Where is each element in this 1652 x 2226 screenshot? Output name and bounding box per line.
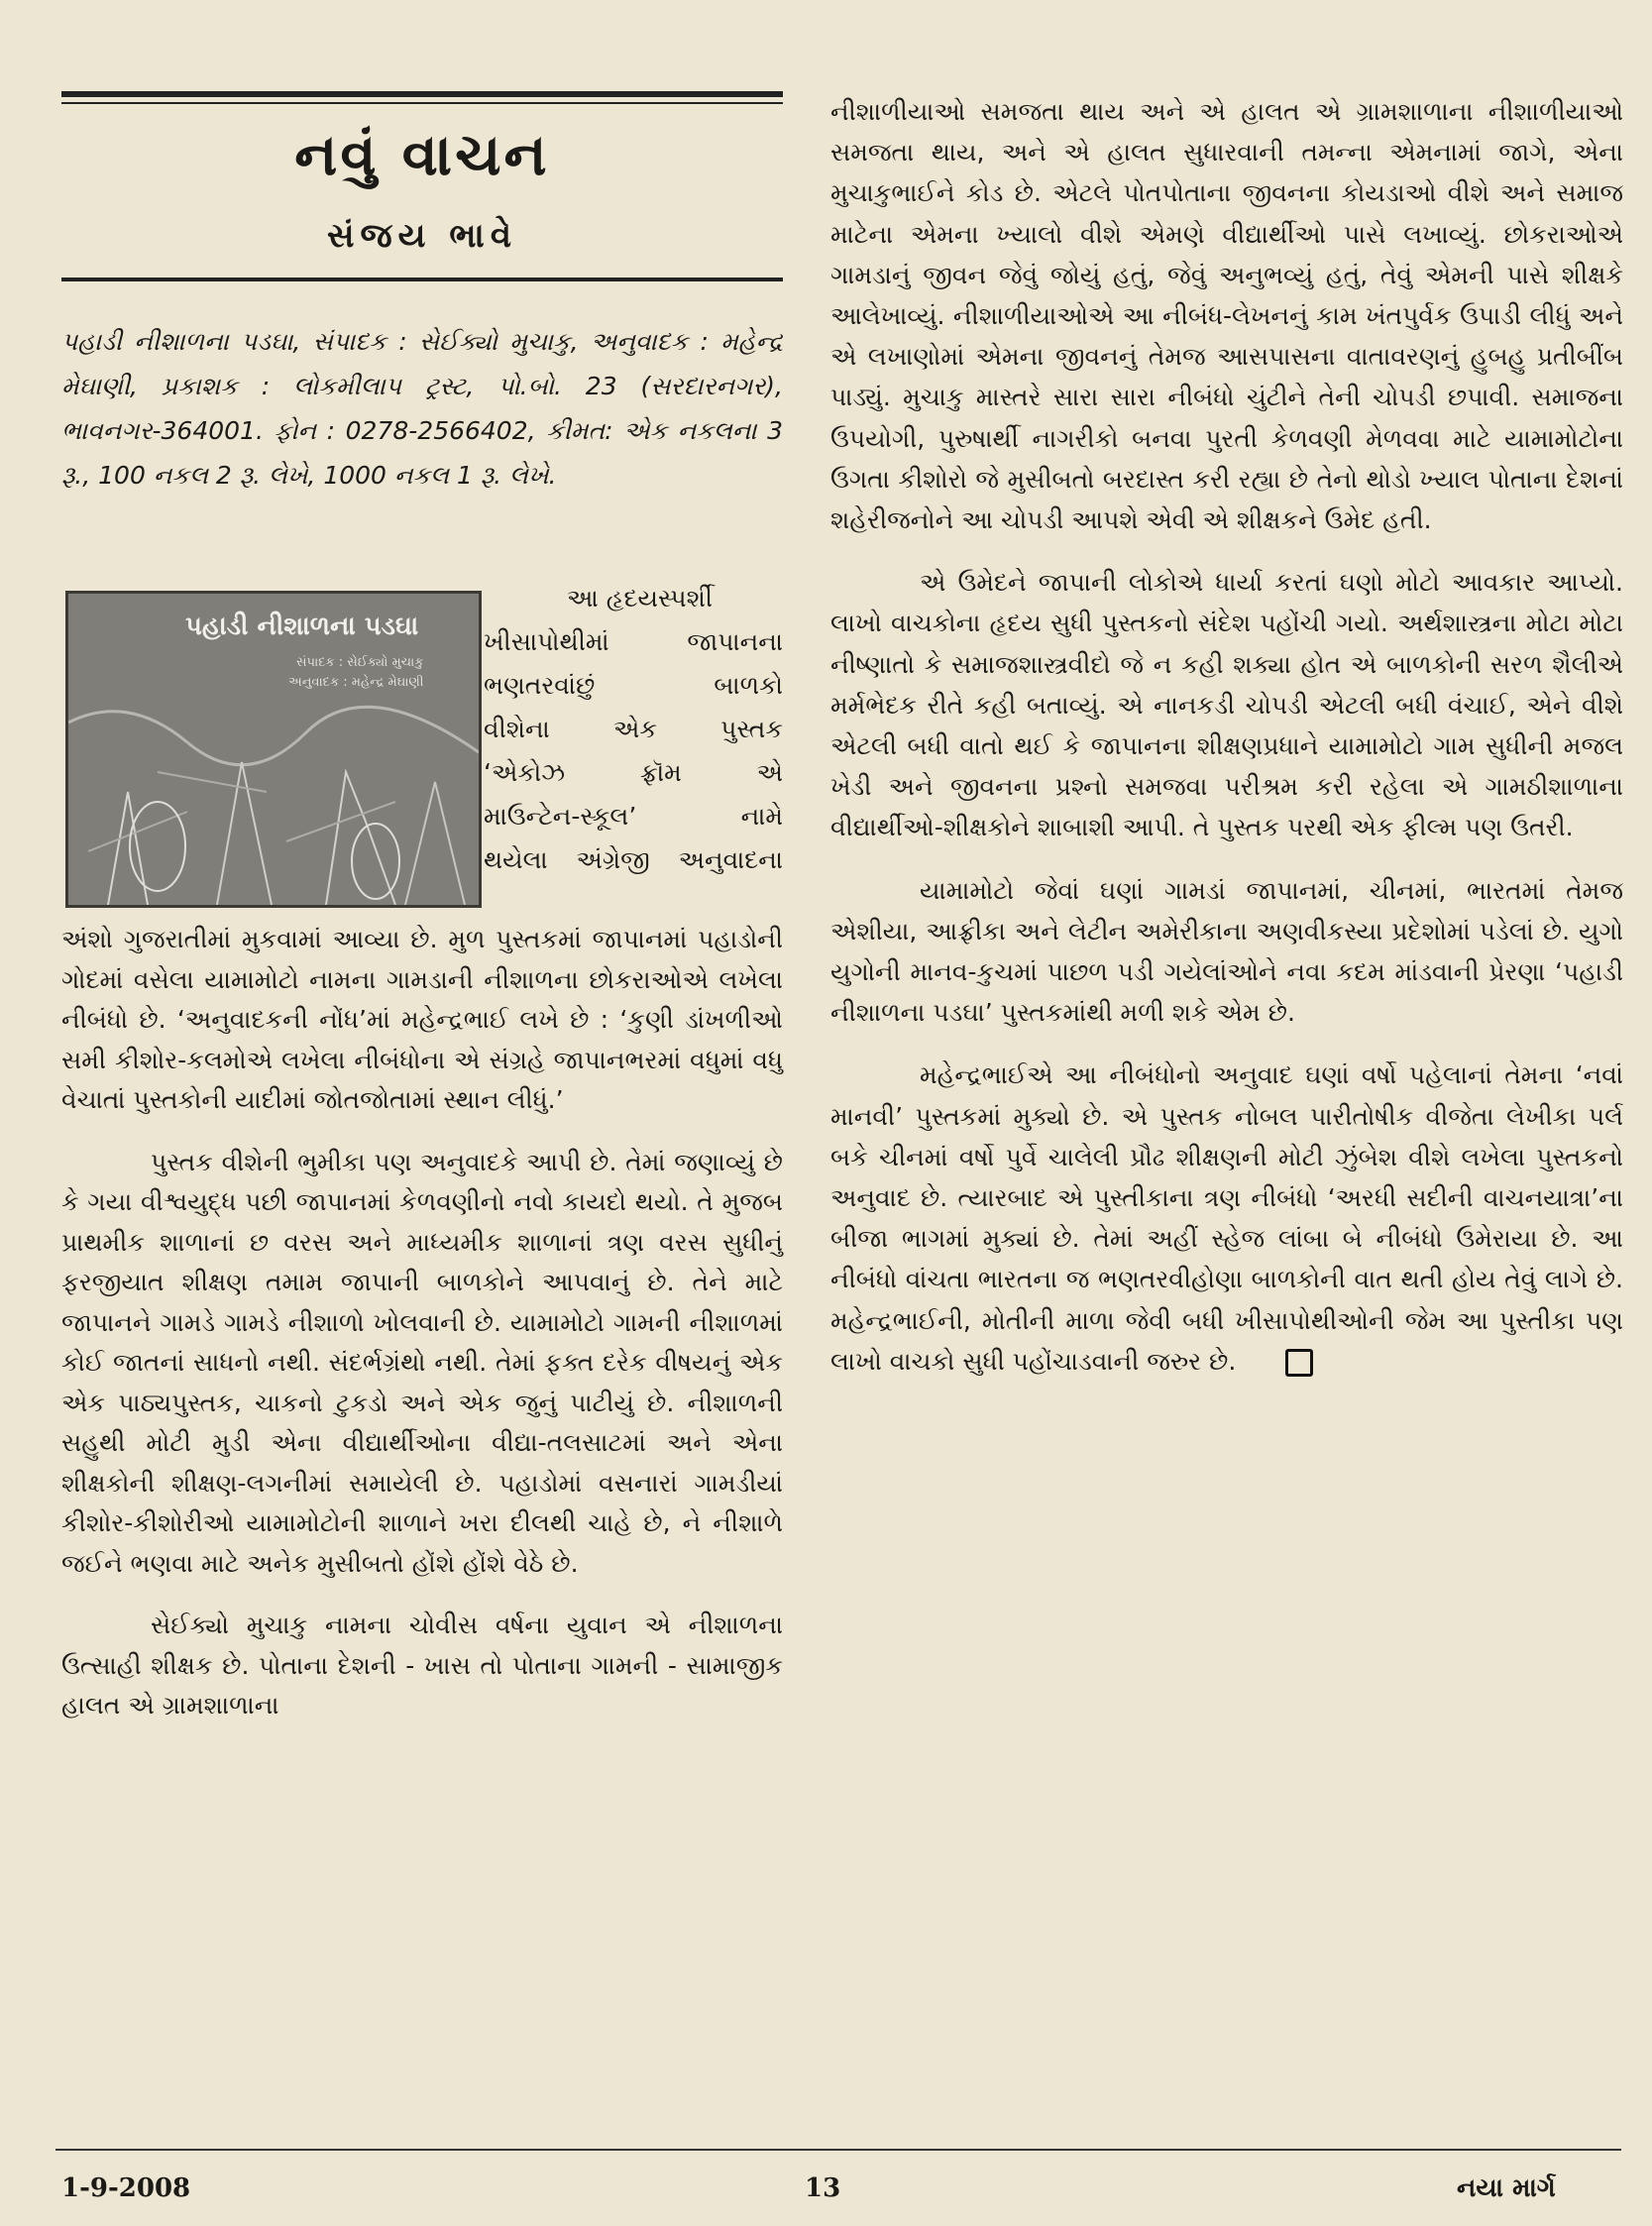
book-cover-image (65, 591, 482, 908)
intro-line: આ હૃદયસ્પર્શી (567, 584, 713, 612)
left-column-body (61, 920, 783, 1726)
intro-line: ભણતરવાંછું બાળકો (484, 671, 783, 700)
book-info: પહાડી નીશાળના પડઘા, સંપાદક : સેઈક્યો મુચાકુ, અનુવાદક : મહેન્દ્ર મેઘાણી, પ્રકાશક : લોકમીલાપ ટ્રસ્ટ, પો.બો. 23 (સરદારનગર), ભાવનગર-364001. ફોન : 0278-2566402, કીમત: એક નકલના 3 રૂ., 100 નકલ 2 રૂ. લેખે, 1000 નકલ 1 રૂ. લેખે. (61, 327, 783, 490)
right-paragraph-4-text: મહેન્દ્રભાઈએ આ નીબંધોનો અનુવાદ ઘણાં વર્ષો પહેલાનાં તેમના ‘નવાં માનવી’ પુસ્તકમાં મુક્યો છે. એ પુસ્તક નોબલ પારીતોષીક વીજેતા લેખીકા પર્લ બકે ચીનમાં વર્ષો પુર્વે ચાલેલી પ્રૌઢ શીક્ષણની મોટી ઝુંબેશ વીશે લખેલા પુસ્તકનો અનુવાદ છે. ત્યારબાદ એ પુસ્તીકાના ત્રણ નીબંધો ‘અરધી સદીની વાચનયાત્રા’ના બીજા ભાગમાં મુક્યાં છે. તેમાં અહીં સ્હેજ લાંબા બે નીબંધો ઉમેરાયા છે. આ નીબંધો વાંચતા ભારતના જ ભણતરવીહોણા બાળકોની વાત થતી હોય તેવું લાગે છે. મહેન્દ્રભાઈની, મોતીની માળા જેવી બધી ખીસાપોથીઓની જેમ આ પુસ્તીકા પણ લાખો વાચકો સુધી પહોંચાડવાની જરુર છે. (830, 1060, 1623, 1376)
intro-line: થયેલા અંગ્રેજી અનુવાદના (484, 845, 783, 874)
top-rule-thin (61, 102, 783, 104)
right-paragraph-1: નીશાળીયાઓ સમજતા થાય અને એ હાલત એ ગ્રામશાળાના નીશાળીયાઓ સમજતા થાય, અને એ હાલત સુધારવાની તમન્ના એમનામાં જાગે, એના મુચાકુભાઈને કોડ છે. એટલે પોતપોતાના જીવનના કોયડાઓ વીશે અને સમાજ માટેના એમના ખ્યાલો વીશે એમણે વીદ્યાર્થીઓ પાસે લખાવ્યું. છોકરાઓએ ગામડાનું જીવન જેવું જોયું હતું, જેવું અનુભવ્યું હતું, તેવું એમની પાસે શીક્ષકે આલેખાવ્યું. નીશાળીયાઓએ આ નીબંધ-લેખનનું કામ ખંતપુર્વક ઉપાડી લીધું અને એ લખાણોમાં એમના જીવનનું તેમજ આસપાસના વાતાવરણનું હુબહુ પ્રતીબીંબ પાડ્યું. મુચાકુ માસ્તરે સારા સારા નીબંધો ચુંટીને તેની ચોપડી છપાવી. સમાજના ઉપયોગી, પુરુષાર્થી નાગરીકો બનવા પુરતી કેળવણી મેળવવા માટે યામામોટોના ઉગતા કીશોરો જે મુસીબતો બરદાસ્ત કરી રહ્યા છે તેનો થોડો ખ્યાલ પોતાના દેશનાં શહેરીજનોને આ ચોપડી આપશે એવી એ શીક્ષકને ઉમેદ હતી. (830, 97, 1623, 535)
top-rule-thick (61, 91, 783, 97)
intro-line: વીશેના એક પુસ્તક (484, 715, 783, 743)
right-paragraph-3: યામામોટો જેવાં ઘણાં ગામડાં જાપાનમાં, ચીનમાં, ભારતમાં તેમજ એશીયા, આફ્રીકા અને લેટીન અમેરીકાના અણવીકસ્યા પ્રદેશોમાં પડેલાં છે. યુગો યુગોની માનવ-કુચમાં પાછળ પડી ગયેલાંઓને નવા કદમ માંડવાની પ્રેરણા ‘પહાડી નીશાળના પડઘા’ પુસ્તકમાંથી મળી શકે એમ છે. (830, 875, 1623, 1028)
footer-rule (55, 2149, 1621, 2151)
intro-line: ‘એકોઝ ફ્રૉમ એ (484, 758, 783, 787)
magazine-name: નયા માર્ગ (1457, 2173, 1556, 2203)
right-column (830, 91, 1623, 1382)
page-title: નવું વાચન (294, 121, 550, 188)
right-paragraph-2: એ ઉમેદને જાપાની લોકોએ ધાર્યા કરતાં ઘણો મોટો આવકાર આપ્યો. લાખો વાચકોના હૃદય સુધી પુસ્તકનો સંદેશ પહોંચી ગયો. અર્થશાસ્ત્રના મોટા મોટા નીષ્ણાતો કે સમાજશાસ્ત્રવીદો જે ન કહી શક્યા હોત એ બાળકોની સરળ શૈલીએ મર્મભેદક રીતે કહી બતાવ્યું. એ નાનકડી ચોપડી એટલી બધી વંચાઈ, એને વીશે એટલી બધી વાતો થઈ કે જાપાનના શીક્ષણપ્રધાને યામામોટો ગામ સુધીની મજલ ખેડી અને જીવનના પ્રશ્નો સમજવા પરીશ્રમ કરી રહેલા એ ગામઠીશાળાના વીદ્યાર્થીઓ-શીક્ષકોને શાબાશી આપી. તે પુસ્તક પરથી એક ફીલ્મ પણ ઉતરી. (830, 568, 1623, 842)
left-paragraph-2: પુસ્તક વીશેની ભુમીકા પણ અનુવાદકે આપી છે. તેમાં જણાવ્યું છે કે ગયા વીશ્વયુદ્ધ પછી જાપાનમાં કેળવણીનો નવો કાયદો થયો. તે મુજબ પ્રાથમીક શાળાનાં છ વરસ અને માધ્યમીક શાળાનાં ત્રણ વરસ સુધીનું ફરજીયાત શીક્ષણ તમામ જાપાની બાળકોને આપવાનું છે. તેને માટે જાપાનને ગામડે ગામડે નીશાળો ખોલવાની છે. યામામોટો ગામની નીશાળમાં કોઈ જાતનાં સાધનો નથી. સંદર્ભગ્રંથો નથી. તેમાં ફક્ત દરેક વીષયનું એક એક પાઠ્યપુસ્તક, ચાકનો ટુકડો અને એક જુનું પાટીયું છે. નીશાળની સહુથી મોટી મુડી એના વીદ્યાર્થીઓના વીદ્યા-તલસાટમાં અને એના શીક્ષકોની શીક્ષણ-લગનીમાં સમાયેલી છે. પહાડોમાં વસનારાં ગામડીયાં કીશોર-કીશોરીઓ યામામોટોની શાળાને ખરા દીલથી ચાહે છે, ને નીશાળે જઈને ભણવા માટે અનેક મુસીબતો હોંશે હોંશે વેઠે છે. (61, 1147, 783, 1578)
masthead (61, 119, 783, 256)
masthead-bottom-rule (61, 278, 783, 281)
intro-line: માઉન્ટેન-સ્કૂલ’ નામે (484, 802, 783, 831)
left-paragraph-3: સેઈક્યો મુચાકુ નામના ચોવીસ વર્ષના યુવાન એ નીશાળના ઉત્સાહી શીક્ષક છે. પોતાના દેશની - ખાસ તો પોતાના ગામની - સામાજીક હાલત એ ગ્રામશાળાના (61, 1611, 783, 1720)
end-mark-icon (1285, 1349, 1313, 1377)
page-number: 13 (805, 2173, 841, 2203)
left-column-intro (484, 577, 783, 882)
book-info-block (61, 319, 783, 498)
left-paragraph-1: અંશો ગુજરાતીમાં મુકવામાં આવ્યા છે. મુળ પુસ્તકમાં જાપાનમાં પહાડોની ગોદમાં વસેલા યામામોટો નામના ગામડાની નીશાળના છોકરાઓએ લખેલા નીબંધો છે. ‘અનુવાદકની નોંધ’માં મહેન્દ્રભાઈ લખે છે : ‘કુણી ડાંખળીઓ સમી કીશોર-કલમોએ લખેલા નીબંધોના એ સંગ્રહે જાપાનભરમાં વધુમાં વધુ વેચાતાં પુસ્તકોની યાદીમાં જોતજોતામાં સ્થાન લીધું.’ (61, 925, 783, 1114)
cover-translator-line: અનુવાદક : મહેન્દ્ર મેઘાણી (288, 675, 424, 690)
author-name: સંજય ભાવે (326, 216, 518, 256)
cover-title: પહાડી નીશાળના પડઘા (185, 612, 419, 641)
right-paragraph-4 (830, 1055, 1623, 1382)
cover-editor-line: સંપાદક : સેઈક્યો મુચાકુ (296, 655, 424, 670)
footer-date: 1-9-2008 (61, 2173, 191, 2203)
intro-line: ખીસાપોથીમાં જાપાનના (484, 627, 783, 656)
